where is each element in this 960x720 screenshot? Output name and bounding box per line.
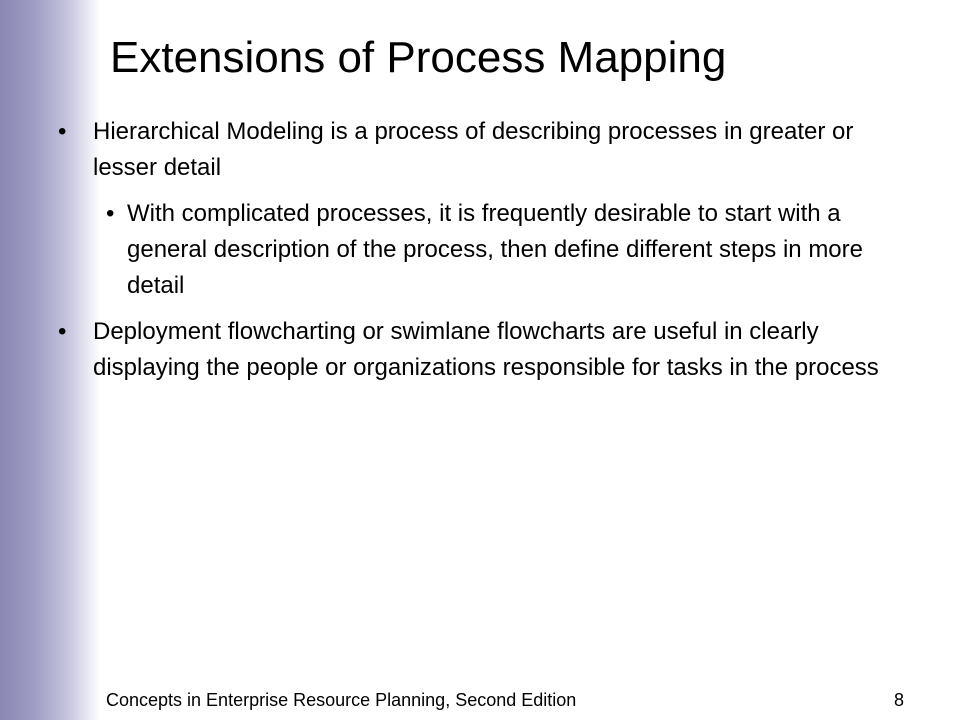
bullet-icon: • <box>58 118 67 145</box>
sub-bullet-item-complicated-processes <box>106 196 918 304</box>
bullet-text: Deployment flowcharting or swimlane flowcharts are useful in clearly displaying the people or organizations responsible for tasks in the process <box>93 318 879 381</box>
bullet-item-deployment-flowcharting <box>58 314 918 386</box>
bullet-item-hierarchical-modeling <box>58 114 918 186</box>
slide-body <box>58 114 918 396</box>
footer-page-number: 8 <box>893 690 904 710</box>
footer-book-title: Concepts in Enterprise Resource Planning, Second Edition <box>106 690 577 710</box>
slide-title: Extensions of Process Mapping <box>110 33 727 82</box>
bullet-icon: • <box>106 200 115 227</box>
bullet-icon: • <box>58 318 67 345</box>
bullet-text: With complicated processes, it is frequently desirable to start with a general description of the process, then define different steps in more detail <box>127 200 863 299</box>
bullet-text: Hierarchical Modeling is a process of describing processes in greater or lesser detail <box>93 118 854 181</box>
